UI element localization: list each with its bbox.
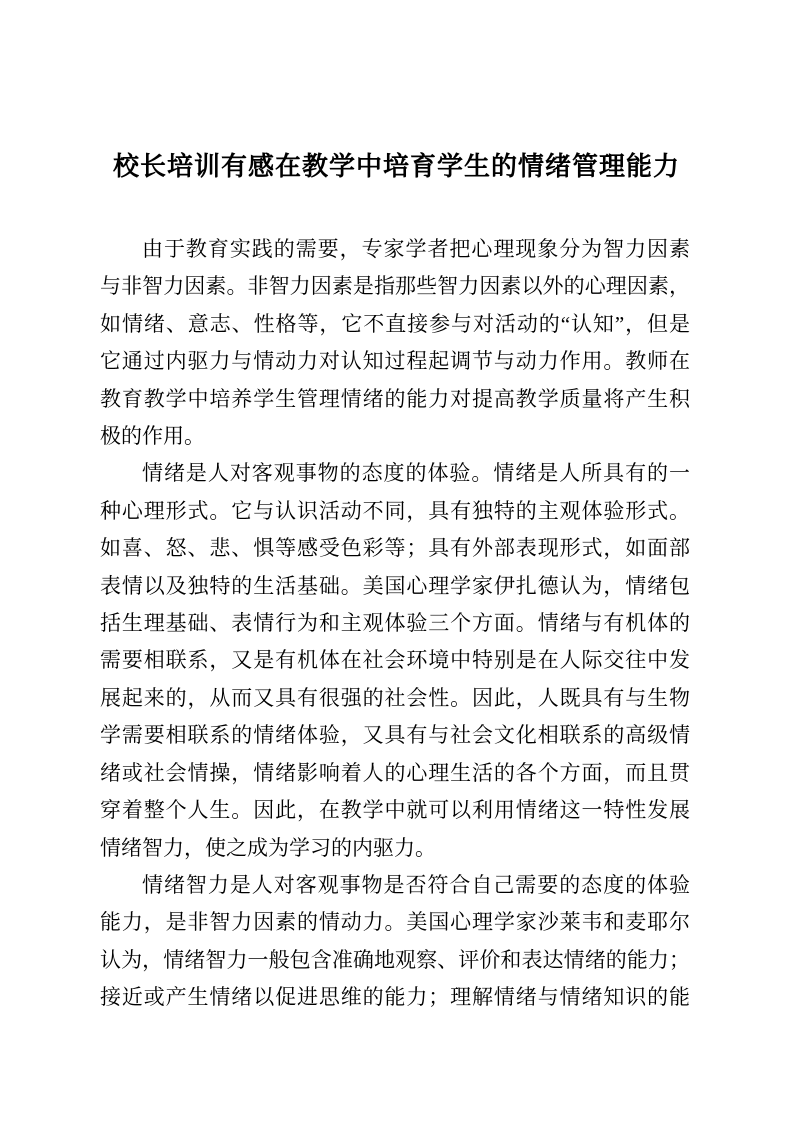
text-line: 展起来的，从而又具有很强的社会性。因此，人既具有与生物: [100, 685, 690, 710]
text-line: 种心理形式。它与认识活动不同，具有独特的主观体验形式。: [100, 498, 690, 523]
text-line: 穿着整个人生。因此，在教学中就可以利用情绪这一特性发展: [100, 798, 690, 823]
text-line: 如喜、怒、悲、惧等感受色彩等；具有外部表现形式，如面部: [100, 536, 690, 561]
document-body: [100, 231, 690, 1017]
text-line: 括生理基础、表情行为和主观体验三个方面。情绪与有机体的: [100, 611, 690, 636]
text-line: 教育教学中培养学生管理情绪的能力对提高教学质量将产生积: [100, 386, 690, 411]
paragraph: [100, 867, 690, 1017]
text-line: 情绪智力，使之成为学习的内驱力。: [100, 835, 436, 860]
text-line: 能力，是非智力因素的情动力。美国心理学家沙莱韦和麦耶尔: [100, 910, 690, 935]
text-line: 如情绪、意志、性格等，它不直接参与对活动的“认知”，但是: [100, 311, 690, 336]
text-line: 极的作用。: [100, 424, 205, 449]
text-line: 它通过内驱力与情动力对认知过程起调节与动力作用。教师在: [100, 349, 690, 374]
text-line: 绪或社会情操，情绪影响着人的心理生活的各个方面，而且贯: [100, 760, 690, 785]
paragraph: [100, 231, 690, 455]
text-line: 表情以及独特的生活基础。美国心理学家伊扎德认为，情绪包: [100, 573, 690, 598]
text-line: 学需要相联系的情绪体验，又具有与社会文化相联系的高级情: [100, 723, 690, 748]
paragraph: [100, 455, 690, 866]
text-line: 由于教育实践的需要，专家学者把心理现象分为智力因素: [142, 237, 690, 261]
text-line: 情绪是人对客观事物的态度的体验。情绪是人所具有的一: [142, 461, 690, 486]
text-line: 接近或产生情绪以促进思维的能力；理解情绪与情绪知识的能: [100, 985, 690, 1010]
text-line: 情绪智力是人对客观事物是否符合自己需要的态度的体验: [142, 872, 690, 897]
text-line: 需要相联系，又是有机体在社会环境中特别是在人际交往中发: [100, 648, 690, 673]
text-line: 认为，情绪智力一般包含准确地观察、评价和表达情绪的能力；: [100, 947, 690, 972]
text-line: 与非智力因素。非智力因素是指那些智力因素以外的心理因素，: [100, 274, 690, 299]
document-title: 校长培训有感在教学中培育学生的情绪管理能力: [112, 151, 680, 181]
